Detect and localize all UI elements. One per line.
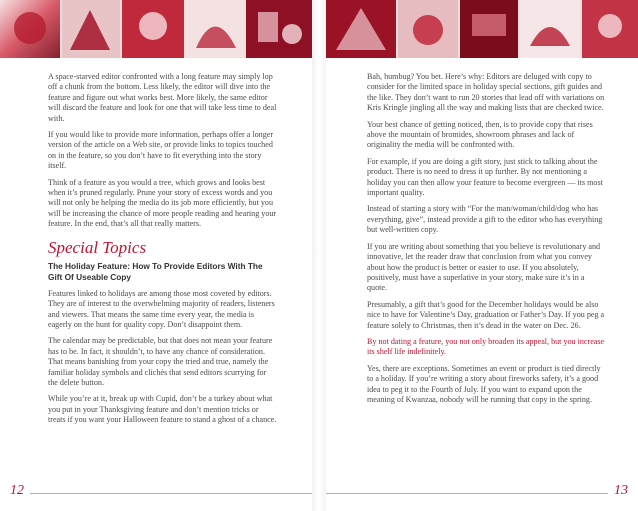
body-paragraph: If you would like to provide more information, perhaps offer a longer version of the article on a Web site, or provide links to topics touched on in the feature, so you don’t have to fit everything into the story itself. (48, 130, 274, 171)
body-paragraph: While you’re at it, break up with Cupid, don’t be a turkey about what you put in your Thanksgiving feature and don’t mention tricks or treats if you want your Halloween feature to stand a ghost of a chance. (48, 394, 277, 425)
right-page-footer (326, 481, 638, 507)
body-paragraph: Presumably, a gift that’s good for the December holidays would be also nice to have for Valentine’s Day, graduation or Father’s Day. If you peg a feature solely to Christmas, then it’s dead in the water on Dec. 26. (367, 299, 605, 330)
left-page-footer (0, 481, 312, 507)
body-paragraph: Instead of starting a story with “For the man/woman/child/dog who has everything, give”, instead provide a gift to the editor who has everything but well-written copy. (367, 204, 603, 235)
body-paragraph: For example, if you are doing a gift story, just stick to talking about the product. There is no need to dress it up further. By not mentioning a holiday you can then allow your feature to become evergreen — its most important quality. (367, 156, 603, 198)
section-title: Special Topics (48, 237, 147, 257)
right-page-column (367, 72, 605, 411)
page-number: 12 (10, 483, 24, 498)
page-gutter (312, 0, 326, 511)
body-paragraph: If you are writing about something that you believe is revolutionary and innovative, let the reader draw that conclusion from what you convey about how the product is better or easier to use. If you absolutely, positively, must have a superlative in your story, make sure it’s in a quote. (367, 241, 601, 293)
holiday-collage-banner-right (326, 0, 638, 58)
section-subtitle: The Holiday Feature: How To Provide Editors With The Gift Of Useable Copy (48, 260, 263, 282)
page-number: 13 (614, 483, 628, 498)
body-paragraph: A space-starved editor confronted with a long feature may simply lop off a chunk from the bottom. Less likely, the editor will dive into the feature and figure out what works best. More likely, the same editor will discard the feature and look for one that will take less time to deal with. (48, 72, 277, 123)
holiday-collage-banner-left (0, 0, 312, 58)
body-paragraph: The calendar may be predictable, but that does not mean your feature has to be. In fact, it shouldn’t, to have any chance of consideration. That means banishing from your copy the tried and true, namely the familiar holiday symbols and clichés that send editors scurrying for the delete button. (48, 336, 273, 387)
holiday-collage-illustration (326, 0, 638, 58)
holiday-collage-illustration (0, 0, 312, 58)
page-rule-icon (326, 493, 608, 494)
page-rule-icon (30, 493, 312, 494)
body-paragraph: Yes, there are exceptions. Sometimes an event or product is tied directly to a holiday. If you’re writing a story about fireworks safety, it’s a good idea to peg it to the Fourth of July. If you want to expand upon the meaning of Kwanzaa, nobody will be running that copy in the spring. (367, 363, 601, 404)
body-paragraph: Think of a feature as you would a tree, which grows and looks best when it’s pruned regularly. Prune your story of excess words and you will not only be helping the media do its job more efficiently, but you will be increasing the chance of more people reading and hearing your feature. In the end, that’s all that really matters. (48, 177, 277, 229)
body-paragraph: Bah, humbug? You bet. Here’s why: Editors are deluged with copy to consider for the limited space in holiday special sections, gift guides and the like. They don’t want to run 20 stories that lead off with variations on Kris Kringle jingling all the way and making lists that are checked twice. (367, 72, 605, 113)
left-page-column (48, 72, 278, 432)
body-paragraph: Features linked to holidays are among those most coveted by editors. They are of interest to the overwhelming majority of readers, listeners and viewers. That means the same time every year, the media is eagerly on the hunt for quality copy. Don’t disappoint them. (48, 288, 275, 329)
highlighted-paragraph: By not dating a feature, you not only broaden its appeal, but you increase its shelf life indefinitely. (367, 336, 605, 357)
body-paragraph: Your best chance of getting noticed, then, is to provide copy that rises above the mountain of bromides, showroom phrases and lack of originality the media will be confronted with. (367, 119, 593, 150)
